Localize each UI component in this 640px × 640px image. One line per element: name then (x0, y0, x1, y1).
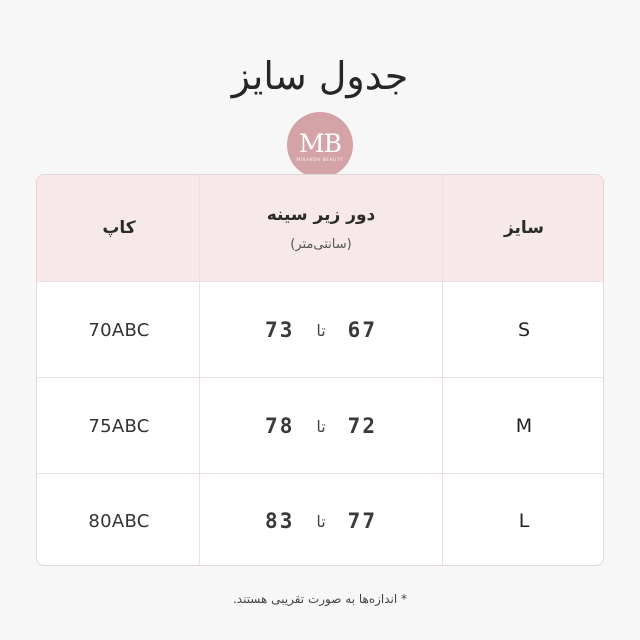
chest-from: 72 (347, 414, 377, 438)
chest-cell (199, 474, 443, 566)
size-table (36, 174, 604, 566)
cup-cell (39, 282, 199, 378)
chest-from: 77 (347, 509, 377, 533)
table-header-row (37, 175, 604, 281)
size-value: L (518, 510, 530, 532)
chest-to: 83 (265, 509, 295, 533)
size-cell (443, 474, 604, 566)
header-cup: کاپ (102, 218, 136, 238)
table-row (37, 473, 604, 566)
logo-monogram: MB (299, 129, 341, 158)
chest-to: 78 (265, 414, 295, 438)
cup-cell (39, 378, 199, 474)
header-chest: دور زیر سینه (266, 204, 376, 225)
header-chest-unit: (سانتی‌متر) (290, 236, 352, 252)
page-title: جدول سایز (231, 54, 409, 98)
chest-cell (199, 378, 443, 474)
header-chest-cell (199, 175, 443, 281)
header-size: سایز (503, 218, 545, 238)
chest-cell (199, 282, 443, 378)
range-separator: تا (316, 320, 326, 340)
chest-range (265, 414, 377, 438)
chest-range (265, 318, 377, 342)
size-cell (443, 282, 604, 378)
chest-range (265, 509, 377, 533)
cup-value: 70ABC (88, 319, 150, 341)
size-value: M (515, 415, 533, 437)
logo-subtitle: MIRANDA BEAUTY (296, 157, 344, 162)
footnote: * اندازه‌ها به صورت تقریبی هستند. (232, 592, 408, 606)
cup-value: 80ABC (88, 510, 150, 532)
chest-to: 73 (265, 318, 295, 342)
brand-logo (287, 112, 353, 178)
cup-value: 75ABC (88, 415, 150, 437)
size-value: S (517, 319, 531, 341)
header-cup-cell (39, 175, 199, 281)
range-separator: تا (316, 511, 326, 531)
size-cell (443, 378, 604, 474)
table-row (37, 377, 604, 474)
range-separator: تا (316, 416, 326, 436)
header-size-cell (443, 175, 604, 281)
chest-from: 67 (347, 318, 377, 342)
table-row (37, 281, 604, 378)
cup-cell (39, 474, 199, 566)
